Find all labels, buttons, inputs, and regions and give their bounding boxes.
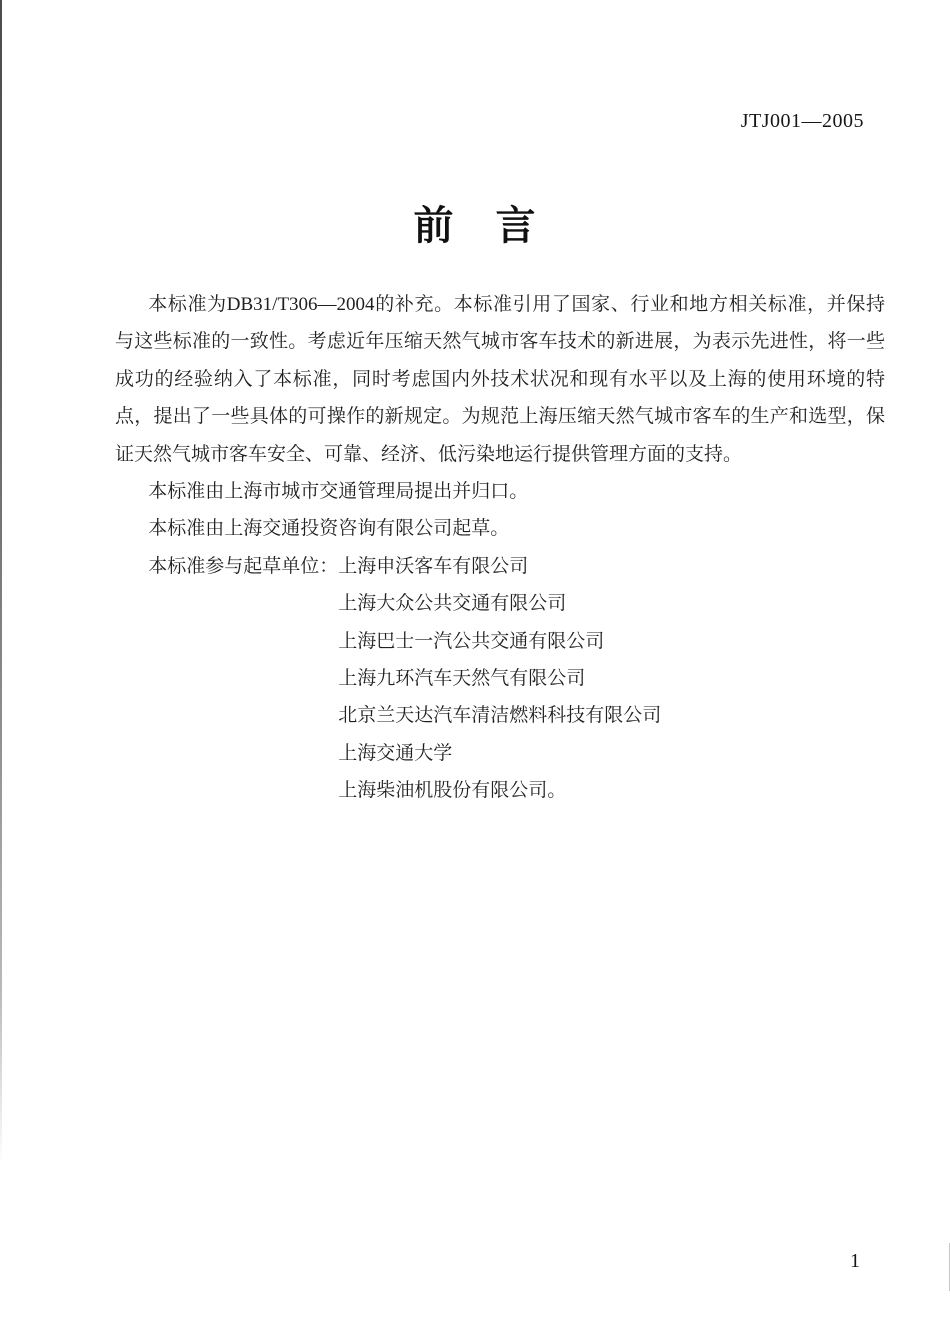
- drafting-unit-item: 北京兰天达汽车清洁燃料科技有限公司: [338, 705, 662, 727]
- drafting-units-label: 本标准参与起草单位：: [148, 555, 339, 577]
- page-number: 1: [850, 1250, 860, 1272]
- scan-artifact-left-edge: [0, 0, 2, 1165]
- drafting-units-list: [338, 548, 885, 810]
- drafting-unit-item: 上海九环汽车天然气有限公司: [338, 668, 586, 690]
- foreword-paragraph-2: 本标准由上海市城市交通管理局提出并归口。: [148, 481, 529, 503]
- standard-code-header: JTJ001—2005: [740, 110, 864, 132]
- foreword-paragraph-3: 本标准由上海交通投资咨询有限公司起草。: [148, 518, 510, 540]
- drafting-unit-item: 上海大众公共交通有限公司: [338, 593, 567, 615]
- drafting-unit-item: 上海柴油机股份有限公司。: [338, 780, 567, 802]
- drafting-units-section: [115, 548, 885, 810]
- foreword-body: [115, 286, 885, 810]
- drafting-unit-item: 上海巴士一汽公共交通有限公司: [338, 630, 605, 652]
- drafting-unit-item: 上海申沃客车有限公司: [338, 555, 529, 577]
- foreword-paragraph-1: 本标准为DB31/T306—2004的补充。本标准引用了国家、行业和地方相关标准，并保持与这些标准的一致性。考虑近年压缩天然气城市客车技术的新进展，为表示先进性，将一些成功的经验纳入了本标准，同时考虑国内外技术状况和现有水平以及上海的使用环境的特点，提出了一些具体的可操作的新规定。为规范上海压缩天然气城市客车的生产和选型，保证天然气城市客车安全、可靠、经济、低污染地运行提供管理方面的支持。: [115, 294, 885, 465]
- page-title: 前 言: [413, 204, 537, 248]
- drafting-unit-item: 上海交通大学: [338, 742, 453, 764]
